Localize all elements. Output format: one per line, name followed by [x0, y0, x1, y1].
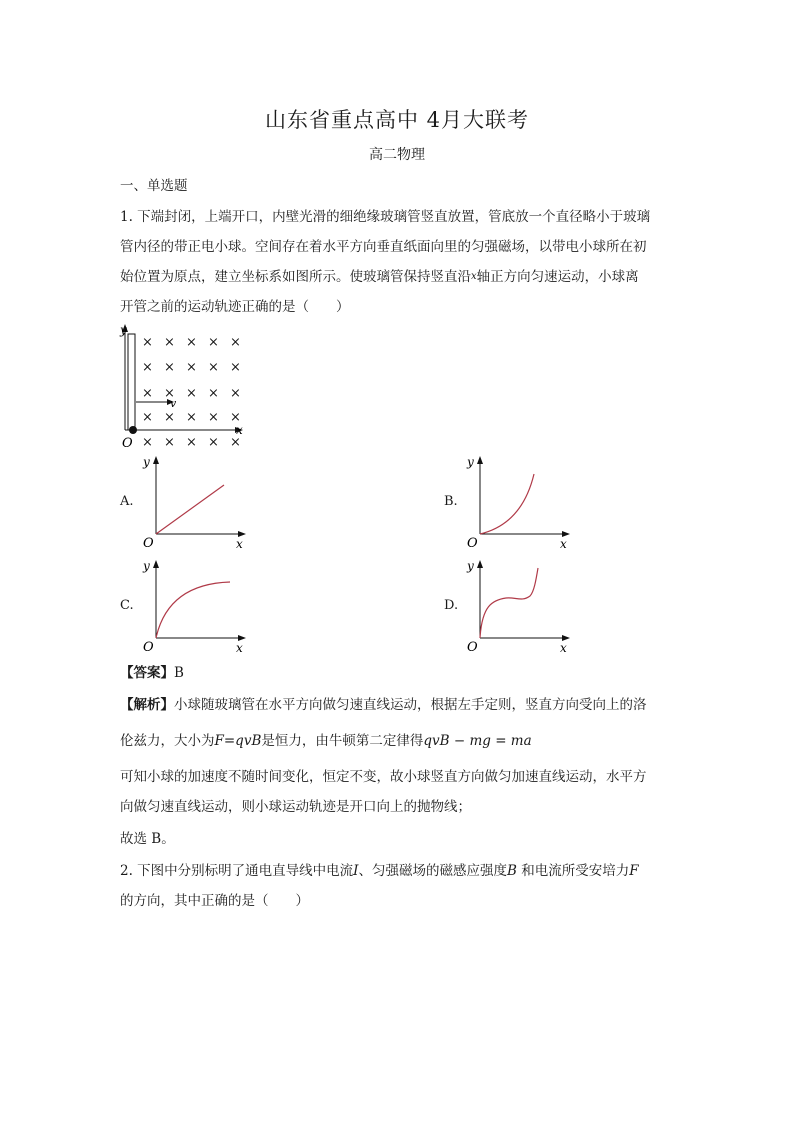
b-x-label: x: [560, 537, 567, 551]
field-cross: ×: [208, 335, 219, 350]
field-y-label: y: [120, 323, 127, 337]
formula-newton: qvB − mg = ma: [423, 733, 532, 749]
field-cross: ×: [186, 360, 197, 375]
a-origin-label: O: [143, 536, 154, 551]
d-x-label: x: [560, 641, 567, 655]
option-c-label[interactable]: C.: [120, 598, 134, 613]
field-cross: ×: [208, 435, 219, 450]
q2-text-1a: 2. 下图中分别标明了通电直导线中电流: [120, 863, 354, 879]
d-y-label: y: [467, 559, 474, 573]
q1-field-figure: [112, 320, 252, 452]
q1-text-line-2: 管内径的带正电小球。空间存在着水平方向垂直纸面向里的匀强磁场，以带电小球所在初: [120, 239, 647, 255]
field-cross: ×: [142, 360, 153, 375]
analysis-text-2a: 伦兹力，大小为: [120, 733, 215, 749]
field-cross: ×: [208, 360, 219, 375]
q2-force-symbol: F: [629, 863, 639, 879]
answer-value: B: [174, 665, 184, 681]
q1-text-line-3-c: 轴正方向匀速运动，小球离: [476, 269, 639, 285]
c-y-label: y: [143, 559, 150, 573]
field-cross: ×: [186, 410, 197, 425]
d-origin-label: O: [467, 640, 478, 655]
q1-text-line-1: 1. 下端封闭，上端开口，内壁光滑的细绝缘玻璃管竖直放置，管底放一个直径略小于玻璃: [120, 209, 651, 225]
field-cross: ×: [142, 435, 153, 450]
page-title: 山东省重点高中 4月大联考: [264, 108, 530, 132]
analysis-line-3: 可知小球的加速度不随时间变化，恒定不变，故小球竖直方向做匀加速直线运动，水平方: [120, 769, 647, 785]
field-cross: ×: [186, 386, 197, 401]
field-cross: ×: [230, 410, 241, 425]
q2-line-2: 的方向，其中正确的是（ ）: [120, 893, 309, 909]
b-y-label: y: [467, 455, 474, 469]
q2-text-1b: 、匀强磁场的磁感应强度: [358, 863, 508, 879]
field-cross: ×: [142, 335, 153, 350]
a-curve: [156, 485, 224, 534]
q2-line-1: [120, 856, 680, 886]
q2-field-symbol: B: [507, 863, 517, 879]
option-d-label[interactable]: D.: [444, 598, 459, 613]
analysis-line-4: 向做匀速直线运动，则小球运动轨迹是开口向上的抛物线；: [120, 799, 471, 815]
field-origin-label: O: [122, 436, 133, 451]
analysis-label: 【解析】: [120, 697, 174, 713]
field-cross: ×: [230, 335, 241, 350]
field-cross: ×: [164, 360, 175, 375]
field-cross: ×: [230, 435, 241, 450]
field-cross: ×: [142, 386, 153, 401]
option-a-label[interactable]: A.: [120, 494, 134, 509]
d-curve: [480, 568, 538, 638]
q1-x-symbol: x: [471, 271, 477, 282]
c-x-label: x: [236, 641, 243, 655]
field-x-label: x: [236, 423, 243, 437]
q1-text-line-3: [120, 262, 680, 292]
q1-text-line-3-a: 始位置为原点，建立坐标系如图所示。使玻璃管保持竖直沿: [120, 269, 471, 285]
field-cross: ×: [208, 386, 219, 401]
analysis-text-1: 小球随玻璃管在水平方向做匀速直线运动，根据左手定则，竖直方向受向上的洛: [174, 697, 647, 713]
field-cross: ×: [142, 410, 153, 425]
field-cross: ×: [164, 410, 175, 425]
magnetic-field-crosses: [142, 335, 241, 450]
a-y-label: y: [143, 455, 150, 469]
q1-text-line-4: 开管之前的运动轨迹正确的是（ ）: [120, 299, 350, 315]
c-origin-label: O: [143, 640, 154, 655]
glass-tube: [128, 334, 135, 430]
c-curve: [156, 582, 230, 638]
field-cross: ×: [230, 360, 241, 375]
b-origin-label: O: [467, 536, 478, 551]
field-cross: ×: [186, 335, 197, 350]
section-heading: 一、单选题: [120, 178, 188, 194]
page-subtitle: 高二物理: [369, 147, 425, 163]
field-cross: ×: [208, 410, 219, 425]
velocity-label: v: [170, 397, 177, 410]
analysis-text-2b: 是恒力，由牛顿第二定律得: [261, 733, 424, 749]
formula-lorentz: F=qvB: [214, 733, 262, 749]
b-curve: [480, 474, 534, 534]
field-cross: ×: [164, 386, 175, 401]
option-d-graph[interactable]: [464, 556, 574, 656]
field-cross: ×: [164, 335, 175, 350]
field-cross: ×: [230, 386, 241, 401]
analysis-line-5: 故选 B。: [120, 831, 175, 847]
q2-current-symbol: I: [353, 863, 359, 879]
option-b-graph[interactable]: [464, 452, 574, 552]
q2-text-1c: 和电流所受安培力: [516, 863, 630, 879]
answer-line: [120, 658, 680, 688]
option-b-label[interactable]: B.: [444, 494, 458, 509]
a-x-label: x: [236, 537, 243, 551]
analysis-line-1: [120, 690, 680, 720]
field-cross: ×: [164, 435, 175, 450]
option-c-graph[interactable]: [140, 556, 250, 656]
answer-label: 【答案】: [120, 665, 174, 681]
charged-ball: [129, 426, 137, 434]
field-cross: ×: [186, 435, 197, 450]
analysis-line-2: [120, 726, 680, 756]
option-a-graph[interactable]: [140, 452, 250, 552]
